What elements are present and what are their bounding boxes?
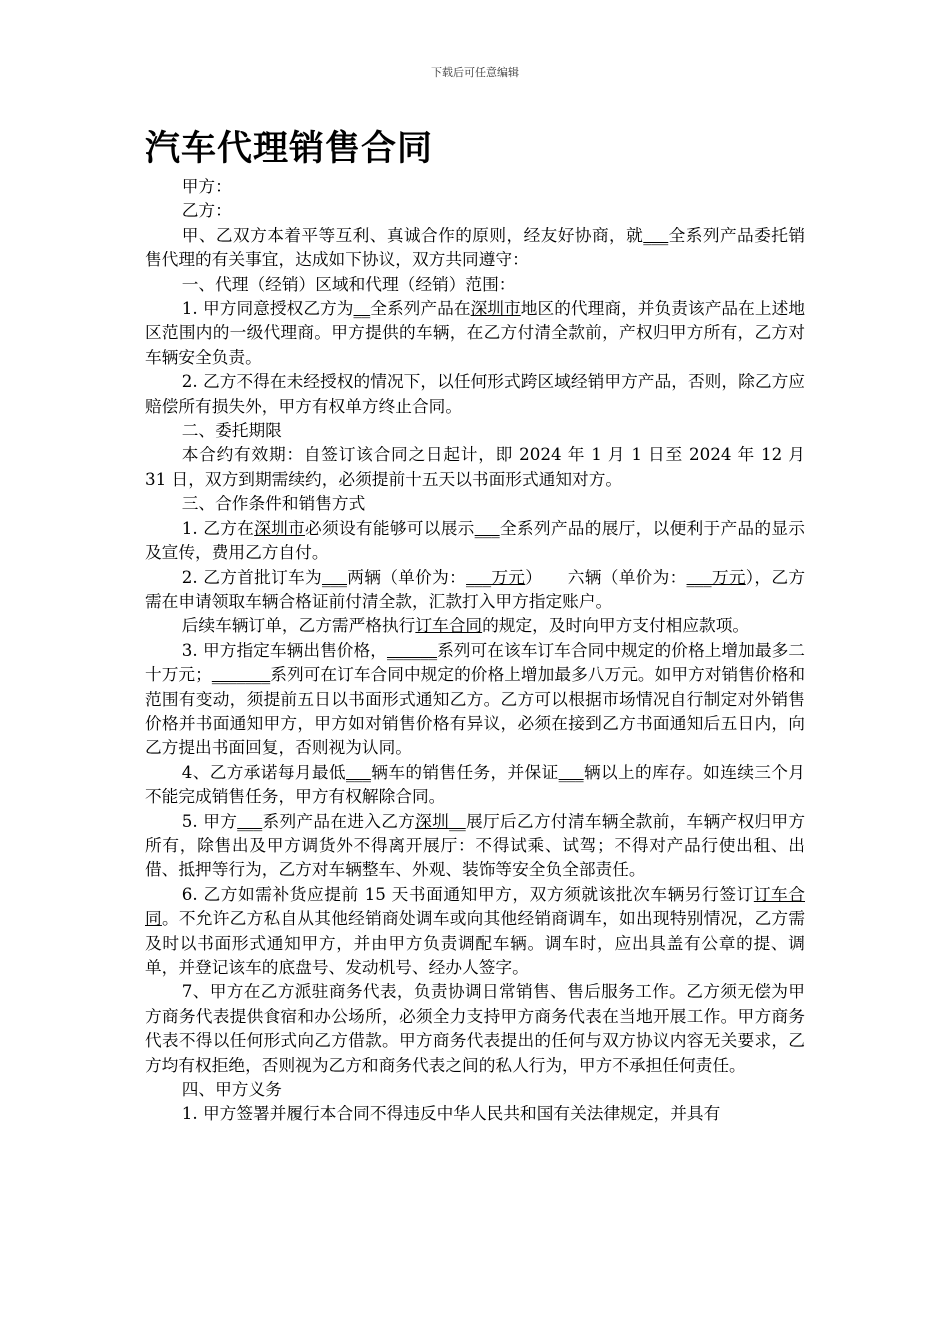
paragraph [145,613,805,637]
text-run: 6. 乙方如需补货应提前 15 天书面通知甲方，双方须就该批次车辆另行签订 [181,883,754,904]
document-body [145,174,805,1126]
text-run: 展厅后乙方付清车辆全款前，车辆产权归甲方所有，除售出及甲方调货外不得离开展厅：不得试乘、试驾；不得对产品行使出租、出借、抵押等行为，乙方对车辆整车、外观、装饰等安全负全部责任。 [145,810,806,880]
paragraph [145,760,805,809]
text-run: 的规定，及时向甲方支付相应款项。 [482,615,750,636]
text-run: 两辆（单价为： [347,566,467,587]
text-run: 系列可在该车订车合同中规定的价格上增加最多二十万元； [145,639,805,685]
paragraph [145,979,805,1077]
paragraph [145,882,805,980]
text-run: 全系列产品的展厅，以便利于产品的显示及宣传，费用乙方自付。 [145,517,805,563]
text-run: ） 六辆（单价为： [525,566,687,587]
paragraph [145,516,805,565]
text-run: 辆车的销售任务，并保证 [370,761,559,782]
underlined-text: ___ [345,761,371,782]
underlined-text: 深圳市 [254,517,306,538]
paragraph [145,369,805,418]
paragraph [145,565,805,614]
text-run: 一、代理（经销）区域和代理（经销）范围： [181,273,516,294]
text-run: 本合约有效期：自签订该合同之日起计，即 2024 年 1 月 1 日至 2024 年 12 月 31 日，双方到期需续约，必须提前十五天以书面形式通知对方。 [145,444,805,489]
text-run: 全系列产品在 [370,298,471,319]
text-run: 1. 甲方签署并履行本合同不得违反中华人民共和国有关法律规定，并具有 [181,1103,721,1124]
underlined-text: 订车合同 [415,615,483,636]
paragraph [145,418,805,442]
text-run: 3. 甲方指定车辆出售价格， [181,639,387,660]
text-run: 甲、乙双方本着平等互利、真诚合作的原则，经友好协商，就 [181,224,644,245]
text-run: 1. 甲方同意授权乙方为 [181,298,354,319]
paragraph [145,174,805,198]
text-run: 必须设有能够可以展示 [305,517,475,538]
paragraph [145,272,805,296]
text-run: 辆以上的库存。如连续三个月不能完成销售任务，甲方有权解除合同。 [145,761,805,807]
underlined-text: 深圳市 [470,298,521,319]
paragraph [145,638,805,760]
paragraph [145,1077,805,1101]
underlined-text: ___万元 [466,566,526,587]
text-run: 7、甲方在乙方派驻商务代表，负责协调日常销售、售后服务工作。乙方须无偿为甲方商务代表提供食宿和办公场所，必须全力支持甲方商务代表在当地开展工作。甲方商务代表不得以任何形式向乙方借款。甲方商务代表提出的任何与双方协议内容无关要求，乙方均有权拒绝，否则视为乙方和商务代表之间的私人行为，甲方不承担任何责任。 [145,981,805,1075]
underlined-text: ___ [643,224,669,245]
page-header: 下载后可任意编辑 [431,66,519,79]
document-title: 汽车代理销售合同 [145,129,434,169]
text-run: 后续车辆订单，乙方需严格执行 [181,615,416,636]
underlined-text: __ [353,298,371,319]
paragraph [145,491,805,515]
paragraph [145,198,805,222]
text-run: 5. 甲方 [181,810,238,831]
text-run: 二、委托期限 [181,420,282,441]
paragraph [145,223,805,272]
text-run: 。不允许乙方私自从其他经销商处调车或向其他经销商调车，如出现特别情况，乙方需及时以书面形式通知甲方，并由甲方负责调配车辆。调车时，应出具盖有公章的提、调单，并登记该车的底盘号、发动机号、经办人签字。 [145,908,806,977]
paragraph [145,809,805,882]
paragraph [145,442,805,491]
text-run: 乙方： [181,200,232,221]
underlined-text: 深圳__ [415,810,466,831]
text-run: 四、甲方义务 [181,1079,282,1100]
text-run: 三、合作条件和销售方式 [181,493,366,514]
text-run: 1. 乙方在 [181,517,255,538]
underlined-text: _______ [211,664,271,685]
underlined-text: ___ [558,761,584,782]
text-run: 系列产品在进入乙方 [262,810,416,831]
underlined-text: ___万元 [686,566,746,587]
text-run: 全系列产品委托销售代理的有关事宜，达成如下协议，双方共同遵守： [145,224,806,270]
text-run: 2. 乙方不得在未经授权的情况下，以任何形式跨区域经销甲方产品，否则，除乙方应赔偿所有损失外，甲方有权单方终止合同。 [145,371,805,416]
underlined-text: ___ [474,517,500,538]
underlined-text: ___ [321,566,348,587]
text-run: 4、乙方承诺每月最低 [181,761,346,782]
underlined-text: 订车合同 [145,883,805,929]
text-run: 2. 乙方首批订车为 [181,566,322,587]
text-run: 系列可在订车合同中规定的价格上增加最多八万元。如甲方对销售价格和范围有变动，须提前五日以书面形式通知乙方。乙方可以根据市场情况自行制定对外销售价格并书面通知甲方，甲方如对销售价格有异议，必须在接到乙方书面通知后五日内，向乙方提出书面回复，否则视为认同。 [145,664,806,758]
text-run: ），乙方需在申请领取车辆合格证前付清全款，汇款打入甲方指定账户。 [145,566,806,611]
paragraph [145,296,805,369]
text-run: 甲方： [181,176,232,196]
underlined-text: ______ [386,639,438,660]
paragraph [145,1101,805,1125]
underlined-text: ___ [237,810,263,831]
text-run: 地区的代理商，并负责该产品在上述地区范围内的一级代理商。甲方提供的车辆，在乙方付清全款前，产权归甲方所有，乙方对车辆安全负责。 [145,298,806,367]
